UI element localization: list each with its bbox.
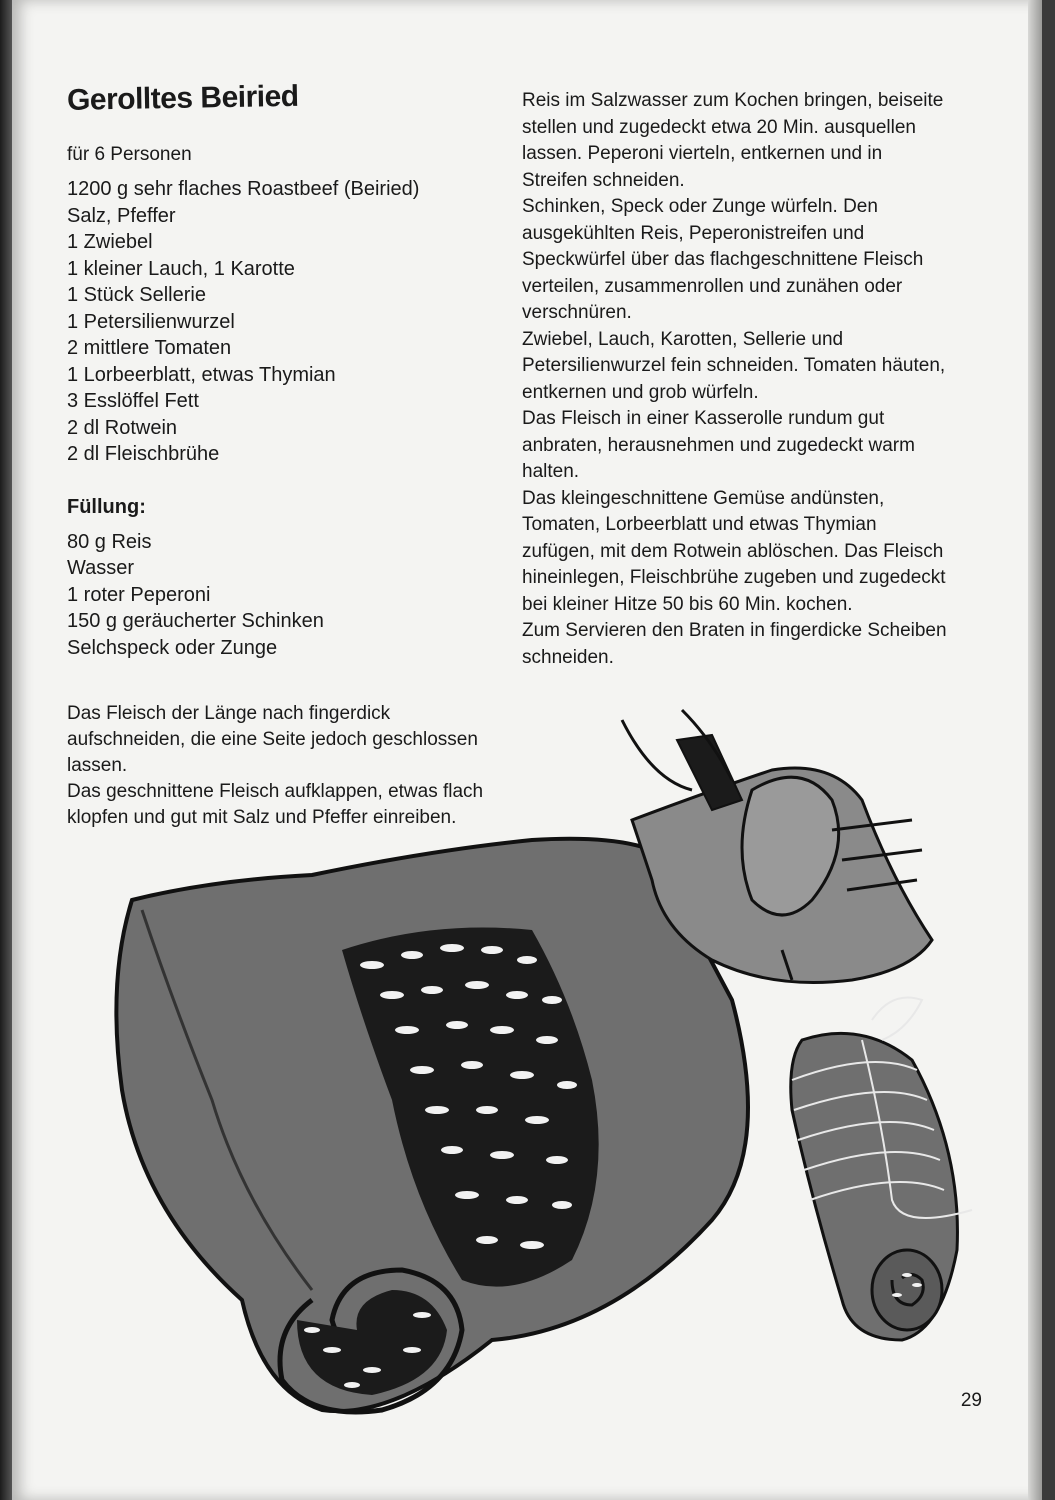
recipe-title: Gerolltes Beiried [66, 79, 299, 117]
tied-roast-illustration [791, 998, 972, 1341]
filling-item: Wasser [67, 557, 135, 579]
ingredient-item: Salz, Pfeffer [67, 204, 176, 227]
step-paragraph: Zwiebel, Lauch, Karotten, Sellerie und Petersilienwurzel fein schneiden. Tomaten häuten, entkernen und grob würfeln. [522, 328, 946, 403]
ingredient-item: 1 kleiner Lauch, 1 Karotte [67, 257, 295, 280]
step-paragraph: Zum Servieren den Braten in fingerdicke Scheiben schneiden. [522, 620, 947, 668]
ingredient-item: 1 Lorbeerblatt, etwas Thymian [67, 363, 336, 386]
intro-paragraph: Das Fleisch der Länge nach fingerdick aufschneiden, die eine Seite jedoch geschlossen lassen. [67, 703, 478, 776]
filling-item: 150 g geräucherter Schinken [67, 610, 324, 632]
filling-title: Füllung: [67, 495, 146, 518]
filling-item: 1 roter Peperoni [67, 583, 211, 606]
servings: für 6 Personen [67, 144, 192, 165]
filling-item: Selchspeck oder Zunge [67, 636, 278, 659]
ingredient-item: 2 dl Rotwein [67, 416, 178, 439]
rolled-meat-illustration [116, 839, 748, 1412]
step-paragraph: Reis im Salzwasser zum Kochen bringen, beiseite stellen und zugedeckt etwa 20 Min. ausquellen lassen. Peperoni vierteln, entkernen und in Streifen schneiden. [522, 90, 944, 191]
ingredient-item: 2 dl Fleischbrühe [67, 443, 220, 465]
ingredient-item: 1200 g sehr flaches Roastbeef (Beiried) [67, 178, 420, 200]
ingredient-item: 1 Zwiebel [67, 231, 153, 253]
book-page [12, 0, 1042, 1500]
ingredient-item: 3 Esslöffel Fett [67, 390, 199, 412]
ingredient-item: 2 mittlere Tomaten [67, 337, 232, 359]
book-spine [0, 0, 12, 1500]
ingredient-item: 1 Petersilienwurzel [67, 310, 235, 333]
page-number: 29 [960, 1390, 982, 1411]
intro-paragraph: Das geschnittene Fleisch aufklappen, etwas flach klopfen und gut mit Salz und Pfeffer einreiben. [67, 781, 484, 828]
recipe-illustration [12, 0, 1042, 1500]
step-paragraph: Das Fleisch in einer Kasserolle rundum gut anbraten, herausnehmen und zugedeckt warm halten. [522, 408, 915, 482]
step-paragraph: Schinken, Speck oder Zunge würfeln. Den ausgekühlten Reis, Peperonistreifen und Speckwürfel über das flachgeschnittene Fleisch verteilen, zusammenrollen und zunähen oder verschnüren. [522, 196, 924, 323]
filling-item: 80 g Reis [67, 530, 152, 553]
step-paragraph: Das kleingeschnittene Gemüse andünsten, Tomaten, Lorbeerblatt und etwas Thymian zufügen, mit dem Rotwein ablöschen. Das Fleisch hineinlegen, Fleischbrühe zugeben und zugedeckt bei kleiner Hitze 50 bis 60 Min. kochen. [522, 487, 946, 615]
ingredient-item: 1 Stück Sellerie [67, 284, 206, 306]
